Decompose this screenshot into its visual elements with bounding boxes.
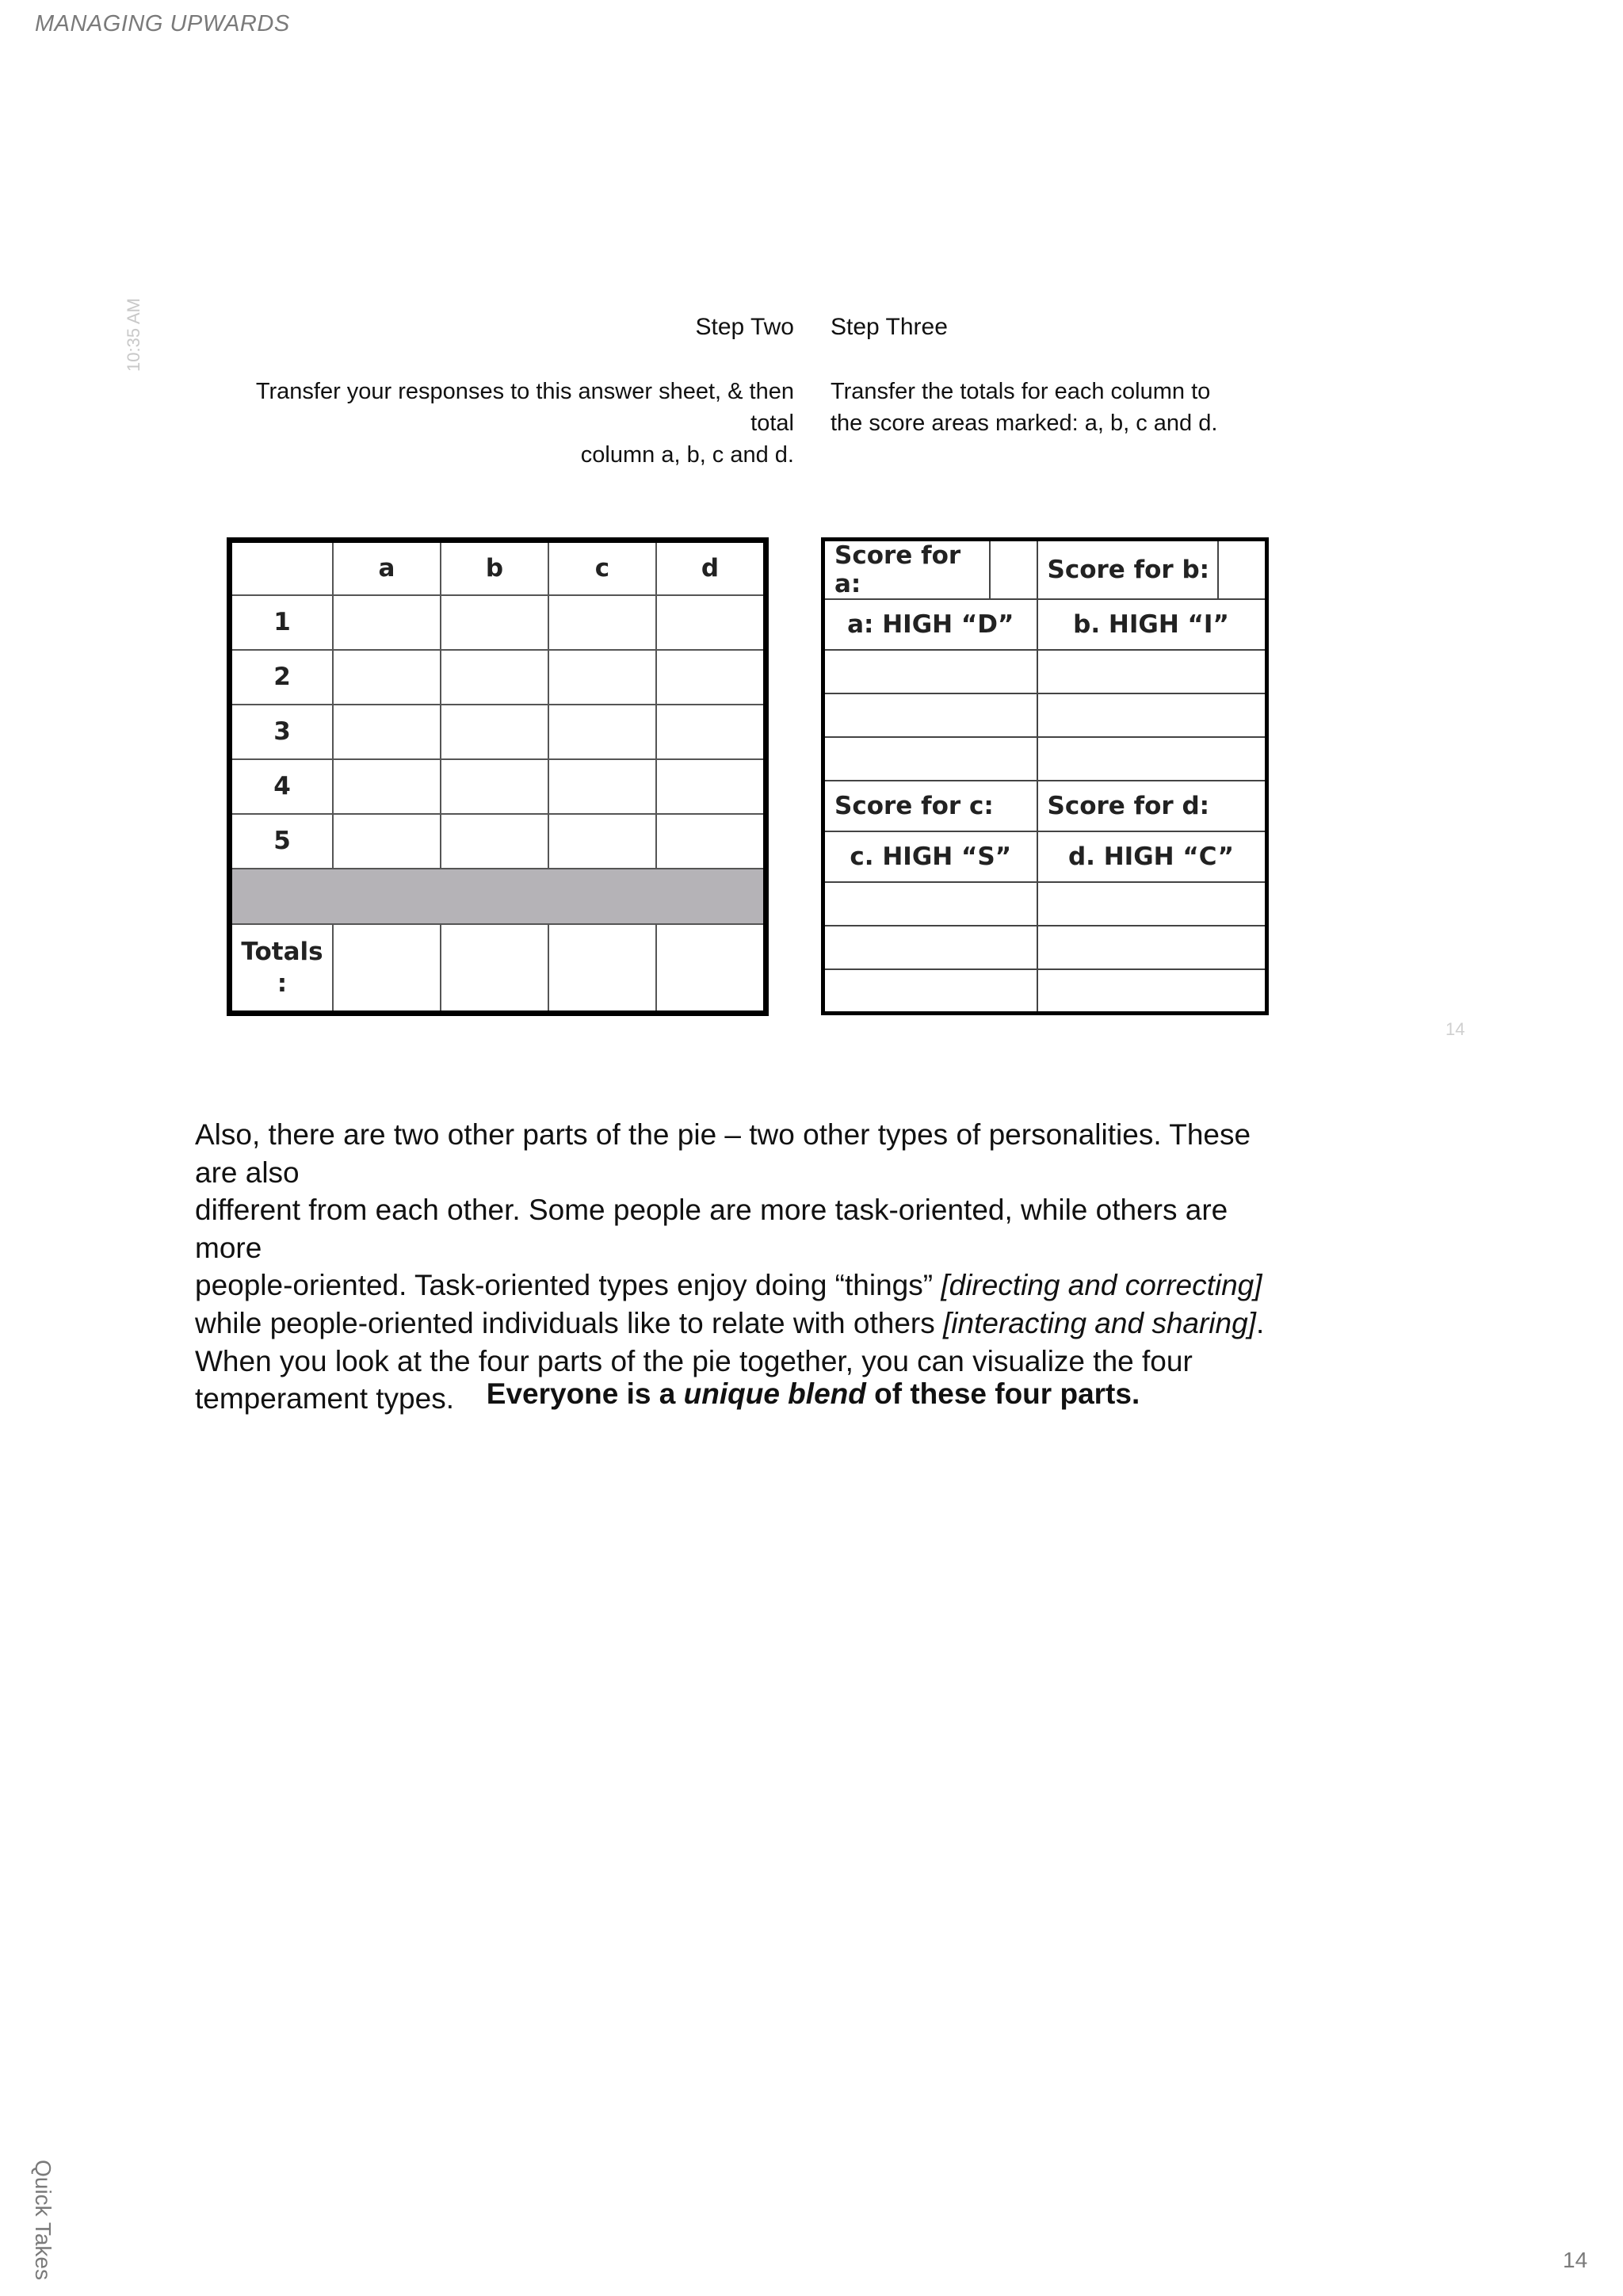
high-s-label: c. HIGH “S” xyxy=(823,831,1037,882)
faint-page-mark: 14 xyxy=(1445,1019,1465,1039)
high-row-bottom xyxy=(823,831,1267,882)
column-header-d: d xyxy=(656,541,766,595)
blank-row xyxy=(823,650,1267,693)
answer-cell[interactable] xyxy=(333,650,441,705)
score-box-b[interactable] xyxy=(1218,540,1267,600)
shaded-band xyxy=(230,869,766,924)
blank-row xyxy=(823,693,1267,737)
answer-cell[interactable] xyxy=(656,705,766,759)
total-cell-c[interactable] xyxy=(548,924,656,1014)
column-header-c: c xyxy=(548,541,656,595)
score-box-a[interactable] xyxy=(990,540,1037,600)
blank-cell xyxy=(1037,926,1267,969)
blank-cell xyxy=(823,882,1037,926)
corner-cell xyxy=(230,541,334,595)
body-text-span: people-oriented. Task-oriented types enjoy doing “things” xyxy=(195,1269,941,1302)
faint-timestamp: 10:35 AM xyxy=(124,298,143,372)
score-sheet-table xyxy=(821,537,1269,1015)
answer-cell[interactable] xyxy=(656,759,766,814)
column-header-a: a xyxy=(333,541,441,595)
answer-cell[interactable] xyxy=(656,650,766,705)
shaded-separator-row xyxy=(230,869,766,924)
body-line: Also, there are two other parts of the pie – two other types of personalities. These are also xyxy=(195,1118,1251,1189)
total-cell-a[interactable] xyxy=(333,924,441,1014)
totals-row xyxy=(230,924,766,1014)
row-number: 2 xyxy=(230,650,334,705)
answer-cell[interactable] xyxy=(333,814,441,869)
row-number: 5 xyxy=(230,814,334,869)
answer-cell[interactable] xyxy=(656,814,766,869)
answer-row xyxy=(230,595,766,650)
answer-cell[interactable] xyxy=(333,759,441,814)
step-two-line: column a, b, c and d. xyxy=(580,442,794,468)
blank-cell xyxy=(1037,650,1267,693)
blank-cell xyxy=(823,693,1037,737)
answer-cell[interactable] xyxy=(333,595,441,650)
tagline-post: of these four parts. xyxy=(865,1377,1140,1410)
answer-cell[interactable] xyxy=(548,814,656,869)
answer-row xyxy=(230,705,766,759)
step-three-title: Step Three xyxy=(831,314,948,340)
score-label-a: Score for a: xyxy=(823,540,990,600)
blank-cell xyxy=(1037,882,1267,926)
answer-sheet-table xyxy=(227,537,769,1016)
body-line: different from each other. Some people are more task-oriented, while others are more xyxy=(195,1194,1228,1264)
running-header: MANAGING UPWARDS xyxy=(35,11,290,36)
score-label-d: Score for d: xyxy=(1037,781,1267,831)
tagline-pre: Everyone is a xyxy=(486,1377,684,1410)
blank-cell xyxy=(823,969,1037,1013)
step-two-instructions xyxy=(238,376,794,471)
totals-label xyxy=(230,924,334,1014)
side-label: Quick Takes xyxy=(31,2160,55,2280)
total-cell-d[interactable] xyxy=(656,924,766,1014)
row-number: 3 xyxy=(230,705,334,759)
score-header-row-top xyxy=(823,540,1267,600)
tagline xyxy=(195,1377,1431,1411)
high-row-top xyxy=(823,599,1267,650)
total-cell-b[interactable] xyxy=(441,924,548,1014)
totals-label-colon: : xyxy=(277,968,288,998)
high-d-label: a: HIGH “D” xyxy=(823,599,1037,650)
step-three-line: the score areas marked: a, b, c and d. xyxy=(831,411,1218,436)
answer-row xyxy=(230,759,766,814)
step-two-title: Step Two xyxy=(695,314,794,340)
body-paragraph xyxy=(195,1116,1273,1418)
step-two-line: Transfer your responses to this answer sheet, & then total xyxy=(255,379,794,436)
body-text-span: . xyxy=(1255,1306,1265,1339)
answer-cell[interactable] xyxy=(656,595,766,650)
blank-row xyxy=(823,882,1267,926)
blank-row xyxy=(823,969,1267,1013)
answer-row xyxy=(230,814,766,869)
answer-cell[interactable] xyxy=(441,650,548,705)
step-three-instructions xyxy=(831,376,1274,439)
page-number: 14 xyxy=(1563,2248,1588,2272)
italic-phrase: [interacting and sharing] xyxy=(943,1306,1256,1339)
answer-sheet-header-row xyxy=(230,541,766,595)
row-number: 1 xyxy=(230,595,334,650)
high-c-label: d. HIGH “C” xyxy=(1037,831,1267,882)
answer-cell[interactable] xyxy=(548,650,656,705)
answer-row xyxy=(230,650,766,705)
answer-cell[interactable] xyxy=(548,759,656,814)
answer-cell[interactable] xyxy=(441,595,548,650)
blank-row xyxy=(823,737,1267,781)
blank-cell xyxy=(1037,737,1267,781)
answer-cell[interactable] xyxy=(548,705,656,759)
body-text-span: while people-oriented individuals like to relate with others xyxy=(195,1306,944,1339)
score-label-b: Score for b: xyxy=(1037,540,1218,600)
blank-cell xyxy=(1037,969,1267,1013)
body-line xyxy=(195,1266,1273,1305)
tagline-emphasis: unique blend xyxy=(683,1377,866,1410)
score-header-row-bottom xyxy=(823,781,1267,831)
answer-cell[interactable] xyxy=(548,595,656,650)
answer-cell[interactable] xyxy=(333,705,441,759)
body-line: When you look at the four parts of the pie together, you can visualize the four xyxy=(195,1344,1193,1377)
answer-cell[interactable] xyxy=(441,705,548,759)
blank-cell xyxy=(823,926,1037,969)
body-line: temperament types. xyxy=(195,1382,454,1415)
totals-label-word: Totals xyxy=(241,937,323,966)
italic-phrase: [directing and correcting] xyxy=(941,1269,1262,1302)
blank-row xyxy=(823,926,1267,969)
body-line xyxy=(195,1305,1273,1343)
column-header-b: b xyxy=(441,541,548,595)
high-i-label: b. HIGH “I” xyxy=(1037,599,1267,650)
blank-cell xyxy=(1037,693,1267,737)
row-number: 4 xyxy=(230,759,334,814)
blank-cell xyxy=(823,650,1037,693)
answer-cell[interactable] xyxy=(441,759,548,814)
step-three-line: Transfer the totals for each column to xyxy=(831,379,1211,404)
blank-cell xyxy=(823,737,1037,781)
answer-cell[interactable] xyxy=(441,814,548,869)
score-label-c: Score for c: xyxy=(823,781,1037,831)
